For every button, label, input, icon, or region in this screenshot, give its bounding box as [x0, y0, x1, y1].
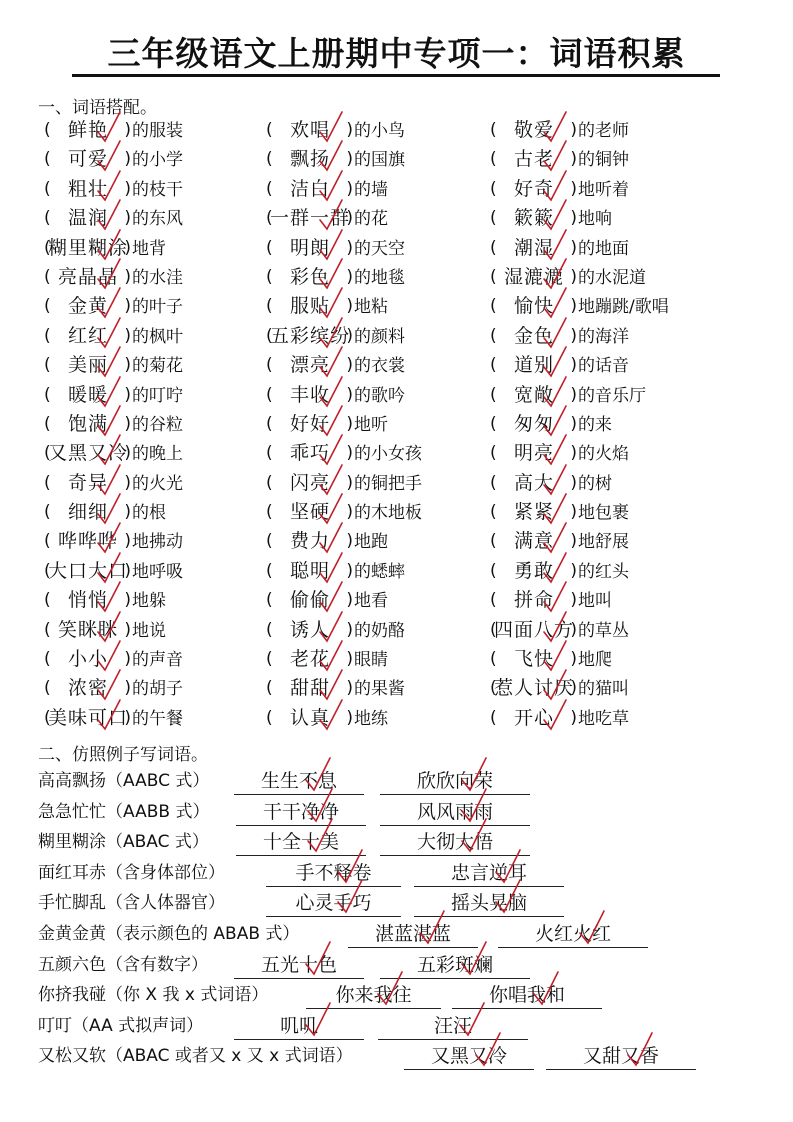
- matching-row: [44, 351, 784, 380]
- matching-cell: [44, 586, 166, 615]
- imitation-row: [38, 919, 758, 950]
- matching-cell: [266, 439, 422, 468]
- phrase-suffix: 的墙: [354, 179, 388, 200]
- handwritten-answer: ( 糊里糊涂 ): [44, 234, 132, 263]
- matching-cell: [44, 645, 183, 674]
- matching-row: [44, 557, 784, 586]
- handwritten-answer: ( 奇异 ): [44, 469, 132, 498]
- matching-row: [44, 204, 784, 233]
- handwritten-answer: ( 金黄 ): [44, 292, 132, 321]
- matching-cell: [44, 527, 183, 556]
- handwritten-answer: ( 古老 ): [490, 145, 578, 174]
- handwritten-answer: ( 哗哗哗 ): [44, 527, 132, 556]
- phrase-suffix: 地听: [354, 414, 388, 435]
- matching-cell: [490, 616, 629, 645]
- matching-cell: [44, 175, 183, 204]
- matching-cell: [490, 704, 629, 733]
- handwritten-answer: ( 潮湿 ): [490, 234, 578, 263]
- handwritten-answer: ( 乖巧 ): [266, 439, 354, 468]
- handwritten-answer: ( 惹人讨厌 ): [490, 674, 578, 703]
- answer-blank-1: 生生不息: [234, 766, 364, 795]
- phrase-suffix: 地吃草: [578, 708, 629, 729]
- phrase-suffix: 地舒展: [578, 532, 629, 553]
- phrase-suffix: 地跑: [354, 532, 388, 553]
- handwritten-answer: ( 细细 ): [44, 498, 132, 527]
- handwritten-answer: ( 认真 ): [266, 704, 354, 733]
- section1-heading: 一、词语搭配。: [38, 98, 157, 118]
- phrase-suffix: 的树: [578, 473, 612, 494]
- example-label: 手忙脚乱（含人体器官）: [38, 893, 225, 914]
- matching-cell: [490, 322, 629, 351]
- matching-cell: [44, 469, 183, 498]
- handwritten-answer: ( 坚硬 ): [266, 498, 354, 527]
- answer-blank-2: 摇头晃脑: [414, 888, 564, 917]
- handwritten-answer: ( 笑眯眯 ): [44, 616, 132, 645]
- phrase-suffix: 的木地板: [354, 503, 422, 524]
- matching-cell: [266, 557, 405, 586]
- handwritten-answer: ( 拼命 ): [490, 586, 578, 615]
- matching-cell: [44, 410, 183, 439]
- phrase-suffix: 的铜把手: [354, 473, 422, 494]
- matching-cell: [44, 234, 166, 263]
- handwritten-answer: ( 愉快 ): [490, 292, 578, 321]
- phrase-suffix: 的铜钟: [578, 150, 629, 171]
- phrase-suffix: 的花: [354, 209, 388, 230]
- answer-blank-1: 十全十美: [236, 827, 366, 856]
- handwritten-answer: ( 好好 ): [266, 410, 354, 439]
- phrase-suffix: 的草丛: [578, 620, 629, 641]
- phrase-suffix: 的地面: [578, 238, 629, 259]
- phrase-suffix: 的根: [132, 503, 166, 524]
- handwritten-answer: ( 湿漉漉 ): [490, 263, 578, 292]
- handwritten-answer: ( 红红 ): [44, 322, 132, 351]
- phrase-suffix: 的水洼: [132, 267, 183, 288]
- handwritten-answer: ( 紧紧 ): [490, 498, 578, 527]
- matching-cell: [490, 557, 629, 586]
- matching-row: [44, 116, 784, 145]
- matching-row: [44, 292, 784, 321]
- phrase-suffix: 地躲: [132, 591, 166, 612]
- matching-cell: [266, 645, 388, 674]
- matching-cell: [490, 410, 612, 439]
- matching-cell: [490, 527, 629, 556]
- matching-cell: [490, 498, 629, 527]
- matching-cell: [266, 204, 388, 233]
- answer-blank-1: 你来我往: [306, 980, 441, 1009]
- phrase-suffix: 的衣裳: [354, 356, 405, 377]
- example-label: 五颜六色（含有数字）: [38, 954, 208, 975]
- handwritten-answer: ( 诱人 ): [266, 616, 354, 645]
- phrase-suffix: 的火焰: [578, 444, 629, 465]
- matching-row: [44, 381, 784, 410]
- handwritten-answer: ( 簌簌 ): [490, 204, 578, 233]
- matching-row: [44, 439, 784, 468]
- phrase-suffix: 的晚上: [132, 444, 183, 465]
- matching-cell: [44, 204, 183, 233]
- phrase-suffix: 的歌吟: [354, 385, 405, 406]
- matching-cell: [44, 557, 183, 586]
- matching-row: [44, 145, 784, 174]
- matching-cell: [44, 381, 183, 410]
- phrase-suffix: 的小学: [132, 150, 183, 171]
- matching-row: [44, 234, 784, 263]
- matching-cell: [490, 645, 612, 674]
- imitation-row: [38, 1011, 758, 1042]
- section2-heading: 二、仿照例子写词语。: [38, 745, 208, 765]
- handwritten-answer: ( 五彩缤纷 ): [266, 322, 354, 351]
- phrase-suffix: 的天空: [354, 238, 405, 259]
- handwritten-answer: ( 聪明 ): [266, 557, 354, 586]
- matching-cell: [266, 674, 405, 703]
- matching-cell: [490, 234, 629, 263]
- answer-blank-2: 大彻大悟: [380, 827, 530, 856]
- matching-cell: [44, 322, 183, 351]
- phrase-suffix: 的奶酪: [354, 620, 405, 641]
- phrase-suffix: 地拂动: [132, 532, 183, 553]
- matching-cell: [44, 498, 166, 527]
- handwritten-answer: ( 闪亮 ): [266, 469, 354, 498]
- handwritten-answer: ( 暖暖 ): [44, 381, 132, 410]
- phrase-suffix: 地响: [578, 209, 612, 230]
- matching-row: [44, 645, 784, 674]
- phrase-suffix: 眼睛: [354, 650, 388, 671]
- phrase-suffix: 地练: [354, 708, 388, 729]
- matching-cell: [490, 292, 669, 321]
- matching-cell: [266, 322, 405, 351]
- phrase-suffix: 地说: [132, 620, 166, 641]
- matching-cell: [266, 498, 422, 527]
- handwritten-answer: ( 鲜艳 ): [44, 116, 132, 145]
- phrase-suffix: 的东风: [132, 209, 183, 230]
- phrase-suffix: 的声音: [132, 650, 183, 671]
- handwritten-answer: ( 洁白 ): [266, 175, 354, 204]
- matching-cell: [266, 351, 405, 380]
- matching-cell: [266, 469, 422, 498]
- handwritten-answer: ( 悄悄 ): [44, 586, 132, 615]
- answer-blank-1: 叽叽: [234, 1011, 364, 1040]
- phrase-suffix: 的颜料: [354, 326, 405, 347]
- answer-blank-2: 你唱我和: [452, 980, 602, 1009]
- matching-cell: [266, 410, 388, 439]
- phrase-suffix: 的小鸟: [354, 121, 405, 141]
- phrase-suffix: 的水泥道: [578, 267, 646, 288]
- phrase-suffix: 的海洋: [578, 326, 629, 347]
- phrase-suffix: 的音乐厅: [578, 385, 646, 406]
- title-underline: [72, 74, 720, 77]
- matching-cell: [266, 292, 388, 321]
- matching-row: [44, 322, 784, 351]
- phrase-suffix: 的红头: [578, 561, 629, 582]
- answer-blank-2: 汪汪: [378, 1011, 528, 1040]
- handwritten-answer: ( 小小 ): [44, 645, 132, 674]
- example-label: 糊里糊涂（ABAC 式）: [38, 832, 209, 853]
- handwritten-answer: ( 老花 ): [266, 645, 354, 674]
- phrase-suffix: 地爬: [578, 650, 612, 671]
- matching-cell: [490, 469, 612, 498]
- phrase-suffix: 的话音: [578, 356, 629, 377]
- phrase-suffix: 地叫: [578, 591, 612, 612]
- matching-row: [44, 469, 784, 498]
- matching-cell: [266, 381, 405, 410]
- answer-blank-2: 忠言逆耳: [414, 858, 564, 887]
- answer-blank-1: 湛蓝湛蓝: [348, 919, 478, 948]
- phrase-suffix: 地呼吸: [132, 561, 183, 582]
- phrase-suffix: 地包裹: [578, 503, 629, 524]
- example-label: 金黄金黄（表示颜色的 ABAB 式）: [38, 923, 300, 944]
- example-label: 高高飘扬（AABC 式）: [38, 771, 210, 791]
- matching-cell: [490, 175, 629, 204]
- matching-cell: [266, 616, 405, 645]
- handwritten-answer: ( 敬爱 ): [490, 116, 578, 145]
- matching-row: [44, 527, 784, 556]
- matching-cell: [266, 527, 388, 556]
- example-label: 急急忙忙（AABB 式）: [38, 801, 210, 822]
- example-label: 叮叮（AA 式拟声词）: [38, 1015, 204, 1036]
- matching-row: [44, 498, 784, 527]
- handwritten-answer: ( 飞快 ): [490, 645, 578, 674]
- phrase-suffix: 的枝干: [132, 179, 183, 200]
- page-title: 三年级语文上册期中专项一：词语积累: [107, 34, 686, 73]
- matching-cell: [490, 116, 629, 145]
- handwritten-answer: ( 开心 ): [490, 704, 578, 733]
- answer-blank-1: 心灵手巧: [266, 888, 401, 917]
- phrase-suffix: 的服装: [132, 121, 183, 141]
- handwritten-answer: ( 粗壮 ): [44, 175, 132, 204]
- phrase-suffix: 的火光: [132, 473, 183, 494]
- handwritten-answer: ( 金色 ): [490, 322, 578, 351]
- phrase-suffix: 的国旗: [354, 150, 405, 171]
- handwritten-answer: ( 甜甜 ): [266, 674, 354, 703]
- handwritten-answer: ( 明朗 ): [266, 234, 354, 263]
- matching-cell: [266, 586, 388, 615]
- phrase-suffix: 的谷粒: [132, 414, 183, 435]
- phrase-suffix: 的小女孩: [354, 444, 422, 465]
- matching-row: [44, 263, 784, 292]
- matching-cell: [44, 616, 166, 645]
- handwritten-answer: ( 一群一群 ): [266, 204, 354, 233]
- answer-blank-2: 风风雨雨: [380, 797, 530, 826]
- handwritten-answer: ( 亮晶晶 ): [44, 263, 132, 292]
- phrase-suffix: 的蟋蟀: [354, 561, 405, 582]
- matching-row: [44, 586, 784, 615]
- handwritten-answer: ( 飘扬 ): [266, 145, 354, 174]
- matching-cell: [490, 586, 612, 615]
- matching-row: [44, 175, 784, 204]
- example-label: 面红耳赤（含身体部位）: [38, 862, 225, 883]
- matching-cell: [44, 263, 183, 292]
- answer-blank-2: 火红火红: [498, 919, 648, 948]
- answer-blank-2: 五彩斑斓: [380, 950, 530, 979]
- phrase-suffix: 的枫叶: [132, 326, 183, 347]
- matching-cell: [44, 292, 183, 321]
- matching-cell: [490, 145, 629, 174]
- phrase-suffix: 的午餐: [132, 708, 183, 729]
- matching-cell: [44, 704, 183, 733]
- handwritten-answer: ( 四面八方 ): [490, 616, 578, 645]
- answer-blank-1: 又黑又冷: [404, 1041, 534, 1070]
- phrase-suffix: 地听着: [578, 179, 629, 200]
- imitation-row: [38, 980, 758, 1011]
- matching-cell: [266, 263, 405, 292]
- handwritten-answer: ( 美味可口 ): [44, 704, 132, 733]
- imitation-row: [38, 888, 758, 919]
- handwritten-answer: ( 饱满 ): [44, 410, 132, 439]
- handwritten-answer: ( 可爱 ): [44, 145, 132, 174]
- matching-cell: [490, 439, 629, 468]
- handwritten-answer: ( 高大 ): [490, 469, 578, 498]
- handwritten-answer: ( 欢唱 ): [266, 116, 354, 145]
- answer-blank-2: 又甜又香: [546, 1041, 696, 1070]
- phrase-suffix: 地粘: [354, 297, 388, 318]
- handwritten-answer: ( 明亮 ): [490, 439, 578, 468]
- imitation-row: [38, 797, 758, 828]
- phrase-suffix: 的胡子: [132, 679, 183, 700]
- handwritten-answer: ( 漂亮 ): [266, 351, 354, 380]
- matching-row: [44, 674, 784, 703]
- phrase-suffix: 的来: [578, 414, 612, 435]
- handwritten-answer: ( 彩色 ): [266, 263, 354, 292]
- handwritten-answer: ( 丰收 ): [266, 381, 354, 410]
- handwritten-answer: ( 好奇 ): [490, 175, 578, 204]
- handwritten-answer: ( 大口大口 ): [44, 557, 132, 586]
- phrase-suffix: 的果酱: [354, 679, 405, 700]
- phrase-suffix: 地看: [354, 591, 388, 612]
- handwritten-answer: ( 又黑又冷 ): [44, 439, 132, 468]
- phrase-suffix: 的叮咛: [132, 385, 183, 406]
- matching-cell: [490, 381, 646, 410]
- handwritten-answer: ( 宽敞 ): [490, 381, 578, 410]
- imitation-row: [38, 950, 758, 981]
- answer-blank-1: 干干净净: [236, 797, 366, 826]
- phrase-suffix: 地背: [132, 238, 166, 259]
- matching-cell: [44, 351, 183, 380]
- answer-blank-2: 欣欣向荣: [380, 766, 530, 795]
- phrase-suffix: 的地毯: [354, 267, 405, 288]
- handwritten-answer: ( 满意 ): [490, 527, 578, 556]
- phrase-suffix: 地蹦跳/歌唱: [578, 297, 669, 318]
- matching-cell: [266, 145, 405, 174]
- matching-cell: [44, 116, 183, 145]
- handwritten-answer: ( 偷偷 ): [266, 586, 354, 615]
- imitation-row: [38, 766, 758, 797]
- answer-blank-1: 五光十色: [234, 950, 364, 979]
- imitation-exercise-list: [38, 766, 758, 1072]
- matching-row: [44, 616, 784, 645]
- matching-cell: [44, 145, 183, 174]
- matching-cell: [490, 674, 629, 703]
- matching-cell: [266, 175, 388, 204]
- matching-cell: [44, 439, 183, 468]
- answer-blank-1: 手不释卷: [266, 858, 401, 887]
- phrase-suffix: 的叶子: [132, 297, 183, 318]
- matching-cell: [44, 674, 183, 703]
- matching-cell: [266, 704, 388, 733]
- handwritten-answer: ( 道别 ): [490, 351, 578, 380]
- matching-row: [44, 410, 784, 439]
- imitation-row: [38, 858, 758, 889]
- matching-cell: [266, 234, 405, 263]
- matching-cell: [490, 263, 646, 292]
- handwritten-answer: ( 服贴 ): [266, 292, 354, 321]
- example-label: 你挤我碰（你 X 我 x 式词语）: [38, 985, 269, 1006]
- handwritten-answer: ( 勇敢 ): [490, 557, 578, 586]
- matching-cell: [266, 116, 405, 145]
- matching-cell: [490, 204, 612, 233]
- handwritten-answer: ( 美丽 ): [44, 351, 132, 380]
- word-matching-grid: [44, 116, 784, 733]
- handwritten-answer: ( 费力 ): [266, 527, 354, 556]
- phrase-suffix: 的老师: [578, 121, 629, 141]
- handwritten-answer: ( 温润 ): [44, 204, 132, 233]
- imitation-row: [38, 1041, 758, 1072]
- phrase-suffix: 的猫叫: [578, 679, 629, 700]
- phrase-suffix: 的菊花: [132, 356, 183, 377]
- matching-cell: [490, 351, 629, 380]
- handwritten-answer: ( 浓密 ): [44, 674, 132, 703]
- imitation-row: [38, 827, 758, 858]
- handwritten-answer: ( 匆匆 ): [490, 410, 578, 439]
- example-label: 又松又软（ABAC 或者又 x 又 x 式词语）: [38, 1046, 353, 1067]
- matching-row: [44, 704, 784, 733]
